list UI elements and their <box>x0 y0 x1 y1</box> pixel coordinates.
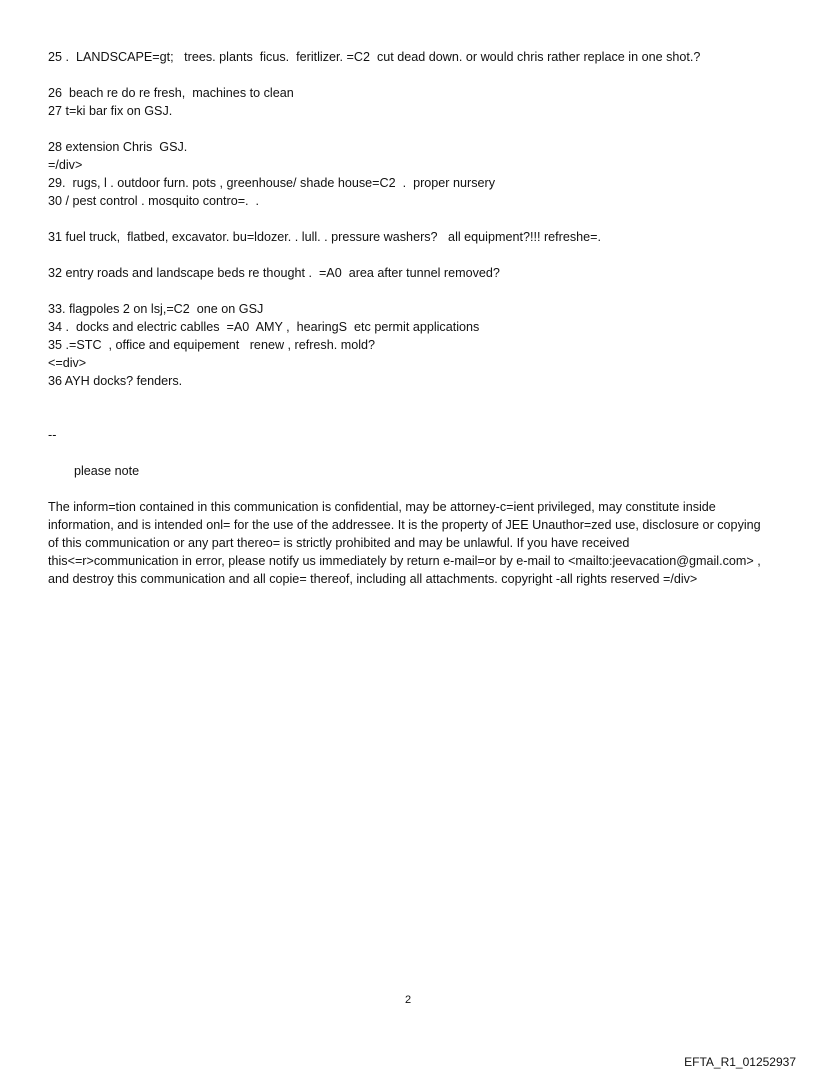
spacer <box>48 246 768 264</box>
spacer <box>48 480 768 498</box>
item-28: 28 extension Chris GSJ. <box>48 140 188 154</box>
div-fragment: =/div> <box>48 158 83 172</box>
spacer <box>48 444 768 462</box>
item-33: 33. flagpoles 2 on lsj,=C2 one on GSJ <box>48 302 264 316</box>
spacer <box>48 66 768 84</box>
confidentiality-disclaimer: The inform=tion contained in this communication is confidential, may be attorney-c=ient privileged, may constitute inside information, and is intended onl= for the use of the addressee. It is the property of JEE Unauthor=zed use, disclosure or copying of this communication or any part thereo= is strictly prohibited and may be unlawful. If you have received this<=r>communication in error, please notify us immediately by return e-mail=or by e-mail to <mailto:jeevacation@gmail.com> , and destroy this communication and all copie= thereof, including all attachments. copyright -all rights reserved =/div> <box>48 500 761 586</box>
page-number: 2 <box>404 994 412 1006</box>
div-fragment: <=div> <box>48 356 87 370</box>
item-25: 25 . LANDSCAPE=gt; trees. plants ficus. feritlizer. =C2 cut dead down. or would chris rather replace in one shot.? <box>48 50 701 64</box>
spacer <box>48 120 768 138</box>
document-id: EFTA_R1_01252937 <box>684 1055 796 1069</box>
spacer <box>48 282 768 300</box>
spacer <box>48 210 768 228</box>
item-30: 30 / pest control . mosquito contro=. . <box>48 194 260 208</box>
item-27: 27 t=ki bar fix on GSJ. <box>48 104 173 118</box>
please-note: please note <box>74 464 140 478</box>
item-26: 26 beach re do re fresh, machines to clean <box>48 86 294 100</box>
item-29: 29. rugs, l . outdoor furn. pots , greenhouse/ shade house=C2 . proper nursery <box>48 176 495 190</box>
item-32: 32 entry roads and landscape beds re thought . =A0 area after tunnel removed? <box>48 266 500 280</box>
item-35: 35 .=STC , office and equipement renew , refresh. mold? <box>48 338 376 352</box>
item-34: 34 . docks and electric cablles =A0 AMY , hearingS etc permit applications <box>48 320 480 334</box>
item-31: 31 fuel truck, flatbed, excavator. bu=ldozer. . lull. . pressure washers? all equipment?!!! refreshe=. <box>48 230 602 244</box>
signature-separator: -- <box>48 428 57 442</box>
item-36: 36 AYH docks? fenders. <box>48 374 183 388</box>
spacer <box>48 390 768 426</box>
email-body <box>48 48 768 588</box>
